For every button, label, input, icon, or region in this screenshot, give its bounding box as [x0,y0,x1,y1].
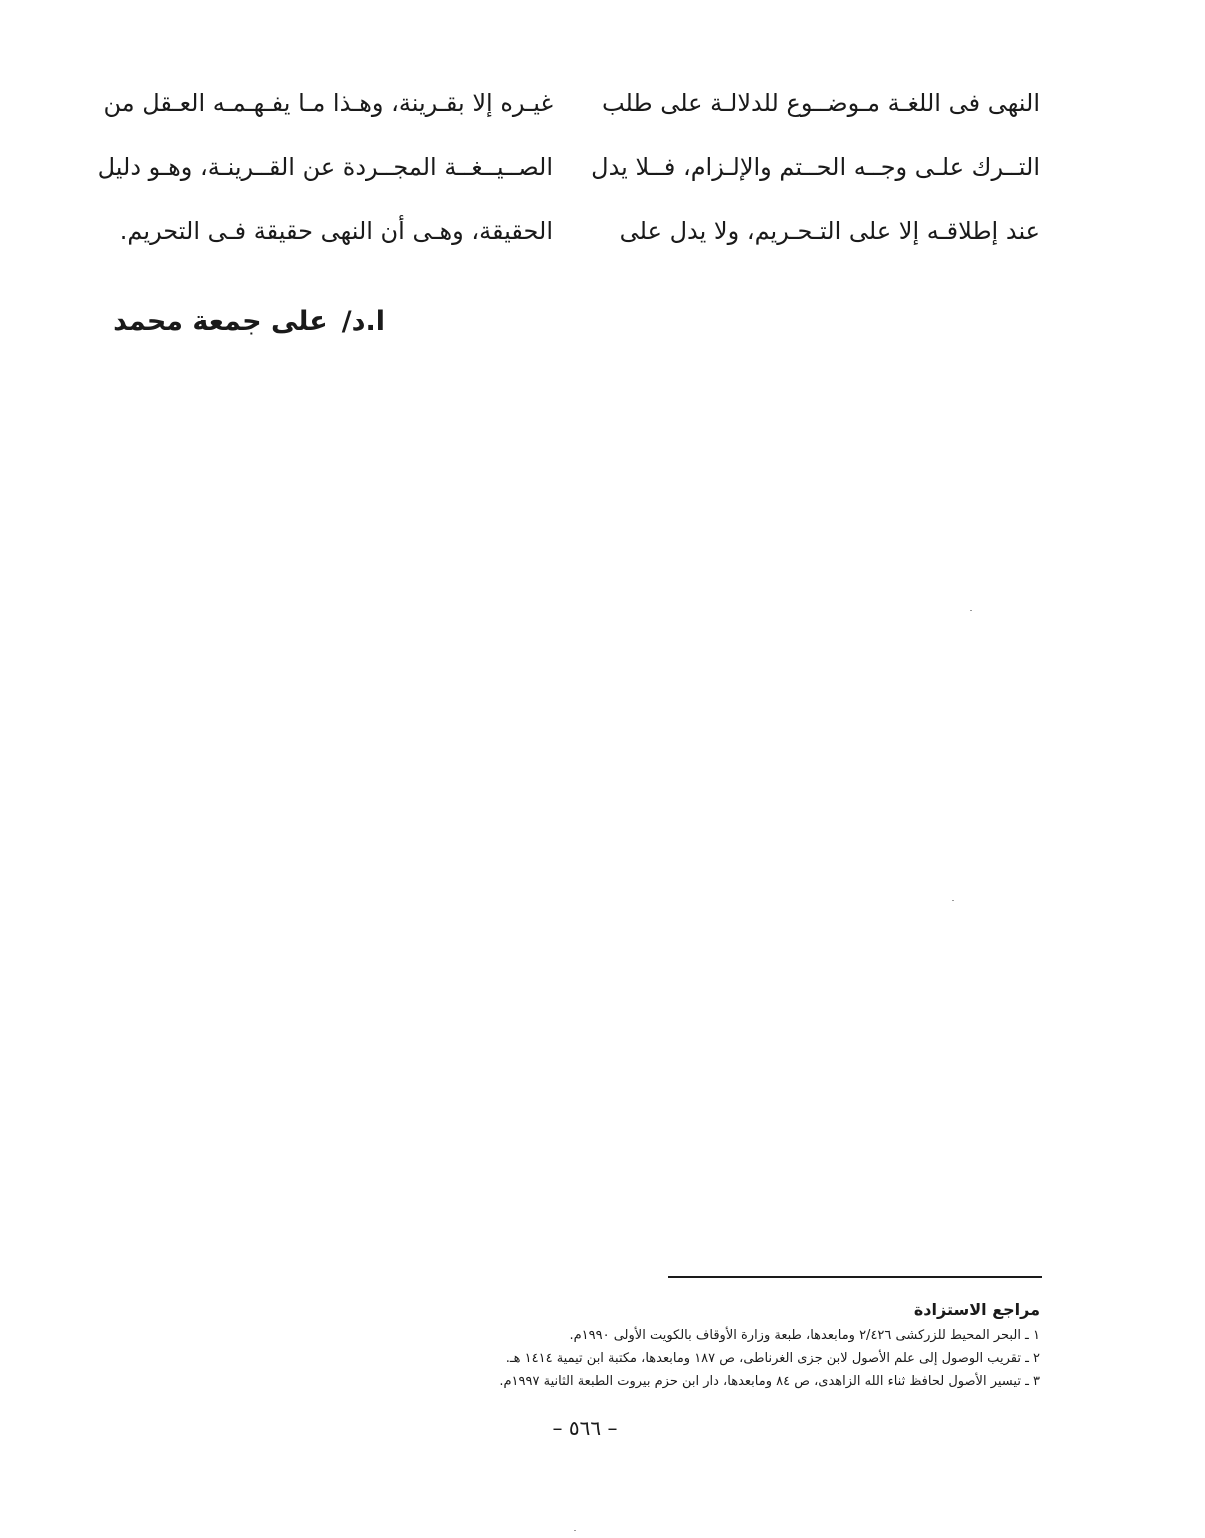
references-section [340,1298,1040,1393]
text-line: التــرك علـى وجــه الحــتم والإلـزام، فــلا يدل [591,153,1040,181]
author-name: على جمعة محمد [113,306,328,337]
right-text-column [591,84,1040,276]
scan-speck [952,900,954,901]
author-signature [113,306,385,337]
text-line: الصــيــغــة المجــردة عن القــرينـة، وهـو دليل [97,153,553,181]
page-number: – ٥٦٦ – [552,1416,618,1440]
scan-speck [970,610,972,611]
reference-item: ١ ـ البحر المحيط للزركشى ٢/٤٢٦ ومابعدها، طبعة وزارة الأوقاف بالكويت الأولى ١٩٩٠م. [569,1328,1040,1343]
text-line: غيـره إلا بقـرينة، وهـذا مـا يفـهـمـه العـقل من [103,89,553,117]
left-text-column [97,84,553,276]
author-title: ا.د/ [341,306,385,337]
text-line: عند إطلاقـه إلا على التـحـريم، ولا يدل على [619,217,1040,245]
text-line: الحقيقة، وهـى أن النهى حقيقة فـى التحريم. [119,217,553,245]
text-line: النهى فى اللغـة مـوضــوع للدلالـة على طلب [601,89,1040,117]
reference-item: ٣ ـ تيسير الأصول لحافظ ثناء الله الزاهدى، ص ٨٤ ومابعدها، دار ابن حزم بيروت الطبعة الثانية ١٩٩٧م. [499,1374,1040,1389]
scan-speck [574,1530,576,1531]
references-title: مراجع الاستزادة [913,1300,1040,1319]
reference-item: ٢ ـ تقريب الوصول إلى علم الأصول لابن جزى الغرناطى، ص ١٨٧ ومابعدها، مكتبة ابن تيمية ١٤١٤ هـ. [505,1351,1040,1366]
footnote-divider [668,1276,1042,1278]
